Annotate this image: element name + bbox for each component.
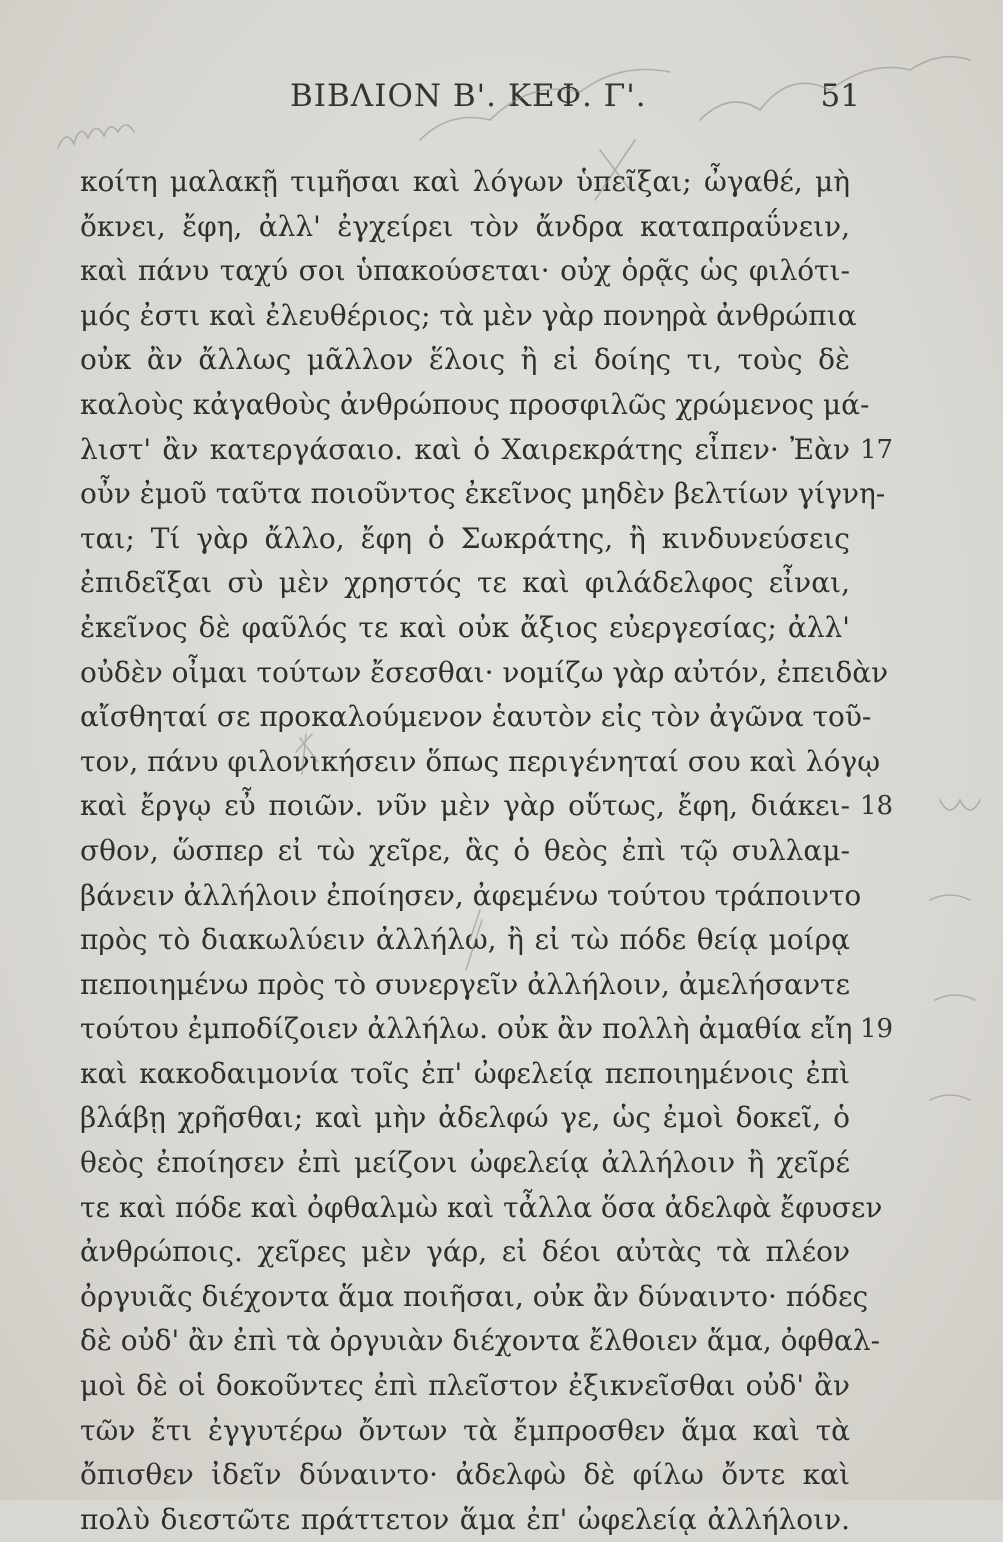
page-number: 51: [820, 78, 860, 114]
text-line: καὶ κακοδαιμονία τοῖς ἐπ' ὠφελείᾳ πεποιημένοις ἐπὶ: [80, 1056, 850, 1090]
page-header: [80, 78, 860, 118]
section-number: 19: [860, 1014, 894, 1045]
text-line: καὶ ἔργῳ εὖ ποιῶν. νῦν μὲν γὰρ οὕτως, ἔφη, διάκει-: [80, 789, 850, 823]
text-line: τε καὶ πόδε καὶ ὀφθαλμὼ καὶ τἆλλα ὅσα ἀδελφὰ ἔφυσεν: [80, 1190, 883, 1224]
pencil-scribble-top-left: [58, 125, 134, 148]
section-number: 17: [860, 434, 894, 465]
text-line: τούτου ἐμποδίζοιεν ἀλλήλω. οὐκ ἂν πολλὴ ἀμαθία εἴη: [80, 1012, 853, 1046]
section-number: 18: [860, 791, 894, 822]
text-line: θεὸς ἐποίησεν ἐπὶ μείζονι ὠφελείᾳ ἀλλήλοιν ἢ χεῖρέ: [80, 1146, 850, 1180]
text-line: αἴσθηταί σε προκαλούμενον ἑαυτὸν εἰς τὸν ἀγῶνα τοῦ-: [80, 700, 872, 734]
text-line: πρὸς τὸ διακωλύειν ἀλλήλω, ἢ εἰ τὼ πόδε θείᾳ μοίρᾳ: [80, 923, 850, 957]
text-line: οὐκ ἂν ἄλλως μᾶλλον ἕλοις ἢ εἰ δοίης τι, τοὺς δὲ: [80, 343, 850, 377]
text-line: σθον, ὥσπερ εἰ τὼ χεῖρε, ἃς ὁ θεὸς ἐπὶ τῷ συλλαμ-: [80, 833, 850, 867]
text-line: καλοὺς κἀγαθοὺς ἀνθρώπους προσφιλῶς χρώμενος μά-: [80, 387, 870, 421]
text-line: τον, πάνυ φιλονικήσειν ὅπως περιγένηταί σου καὶ λόγῳ: [80, 744, 881, 778]
text-line: μοὶ δὲ οἱ δοκοῦντες ἐπὶ πλεῖστον ἐξικνεῖσθαι οὐδ' ἂν: [80, 1369, 850, 1403]
text-line: βάνειν ἀλλήλοιν ἐποίησεν, ἀφεμένω τούτου τράποιντο: [80, 878, 862, 912]
text-line: ἐπιδεῖξαι σὺ μὲν χρηστός τε καὶ φιλάδελφος εἶναι,: [80, 566, 850, 600]
text-line: κοίτη μαλακῇ τιμῆσαι καὶ λόγων ὑπεῖξαι; ὦγαθέ, μὴ: [80, 165, 850, 198]
text-line: ἐκεῖνος δὲ φαῦλός τε καὶ οὐκ ἄξιος εὐεργεσίας; ἀλλ': [80, 610, 850, 644]
text-line: τῶν ἔτι ἐγγυτέρω ὄντων τὰ ἔμπροσθεν ἅμα καὶ τὰ: [80, 1413, 850, 1447]
text-line: βλάβῃ χρῆσθαι; καὶ μὴν ἀδελφώ γε, ὡς ἐμοὶ δοκεῖ, ὁ: [80, 1101, 850, 1135]
pencil-margin-note-right: [930, 800, 980, 1100]
text-line: ὀργυιᾶς διέχοντα ἅμα ποιῆσαι, οὐκ ἂν δύναιντο· πόδες: [80, 1279, 869, 1313]
text-line: μός ἐστι καὶ ἐλευθέριος; τὰ μὲν γὰρ πονηρὰ ἀνθρώπια: [80, 298, 857, 332]
text-line: ται; Τί γὰρ ἄλλο, ἔφη ὁ Σωκράτης, ἢ κινδυνεύσεις: [80, 521, 850, 555]
text-line: λιστ' ἂν κατεργάσαιο. καὶ ὁ Χαιρεκράτης εἶπεν· Ἐὰν: [80, 432, 850, 466]
text-line: οὐδὲν οἶμαι τούτων ἔσεσθαι· νομίζω γὰρ αὐτόν, ἐπειδὰν: [80, 655, 889, 689]
running-title: ΒΙΒΛΙΟΝ Β'. ΚΕΦ. Γ'.: [290, 78, 647, 114]
text-line: ἀνθρώποις. χεῖρες μὲν γάρ, εἰ δέοι αὐτὰς τὰ πλέον: [80, 1235, 850, 1269]
text-line: ὄπισθεν ἰδεῖν δύναιντο· ἀδελφὼ δὲ φίλω ὄντε καὶ: [80, 1458, 850, 1492]
text-line: πολὺ διεστῶτε πράττετον ἅμα ἐπ' ὠφελείᾳ ἀλλήλοιν.: [80, 1502, 850, 1536]
text-line: καὶ πάνυ ταχύ σοι ὑπακούσεται· οὐχ ὁρᾷς ὡς φιλότι-: [80, 254, 850, 288]
text-line: οὖν ἐμοῦ ταῦτα ποιοῦντος ἐκεῖνος μηδὲν βελτίων γίγνη-: [80, 477, 886, 511]
text-line: ὄκνει, ἔφη, ἀλλ' ἐγχείρει τὸν ἄνδρα καταπραΰνειν,: [80, 209, 850, 243]
text-line: δὲ οὐδ' ἂν ἐπὶ τὰ ὀργυιὰν διέχοντα ἔλθοιεν ἅμα, ὀφθαλ-: [80, 1324, 881, 1358]
text-line: πεποιημένω πρὸς τὸ συνεργεῖν ἀλλήλοιν, ἀμελήσαντε: [80, 967, 850, 1001]
